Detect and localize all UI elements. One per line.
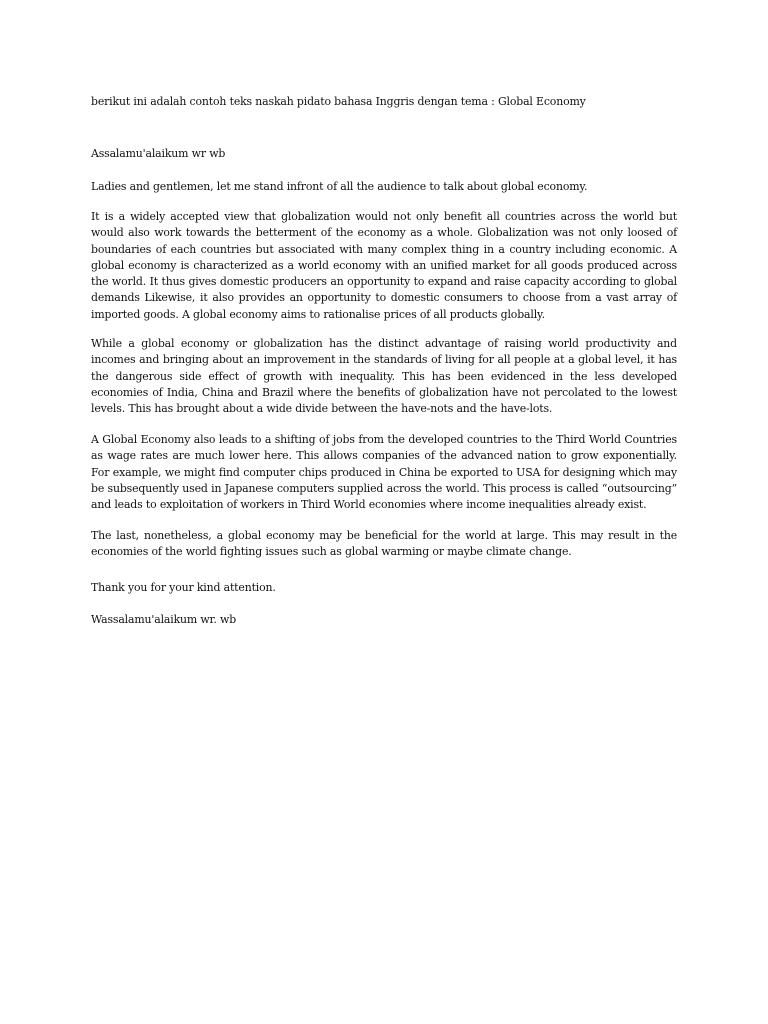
opening-line: Ladies and gentlemen, let me stand infront of all the audience to talk about global economy. — [91, 180, 588, 193]
body-paragraph-4: The last, nonetheless, a global economy may be beneficial for the world at large. This may result in the economies of the world fighting issues such as global warming or maybe climate change. — [91, 529, 677, 559]
body-paragraph-1: It is a widely accepted view that globalization would not only benefit all countries across the world but would also work towards the betterment of the economy as a whole. Globalization was not only loosed of boundaries of each countries but associated with many complex thing in a country including economic. A global economy is characterized as a world economy with an unified market for all goods produced across the world. It thus gives domestic producers an opportunity to expand and raise capacity according to global demands Likewise, it also provides an opportunity to domestic consumers to choose from a vast array of imported goods. A global economy aims to rationalise prices of all products globally. — [91, 210, 677, 321]
closing-line: Wassalamu'alaikum wr. wb — [91, 613, 237, 626]
intro-line: berikut ini adalah contoh teks naskah pidato bahasa Inggris dengan tema : Global Economy — [91, 95, 586, 108]
greeting: Assalamu'alaikum wr wb — [91, 147, 226, 160]
thanks-line: Thank you for your kind attention. — [91, 581, 276, 594]
body-paragraph-3: A Global Economy also leads to a shifting of jobs from the developed countries to the Third World Countries as wage rates are much lower here. This allows companies of the advanced nation to grow exponentially. For example, we might find computer chips produced in China be exported to USA for designing which may be subsequently used in Japanese computers supplied across the world. This process is called “outsourcing” and leads to exploitation of workers in Third World economies where income inequalities already exist. — [91, 433, 677, 512]
body-paragraph-2: While a global economy or globalization has the distinct advantage of raising world productivity and incomes and bringing about an improvement in the standards of living for all people at a global level, it has the dangerous side effect of growth with inequality. This has been evidenced in the less developed economies of India, China and Brazil where the benefits of globalization have not percolated to the lowest levels. This has brought about a wide divide between the have-nots and the have-lots. — [91, 337, 677, 416]
